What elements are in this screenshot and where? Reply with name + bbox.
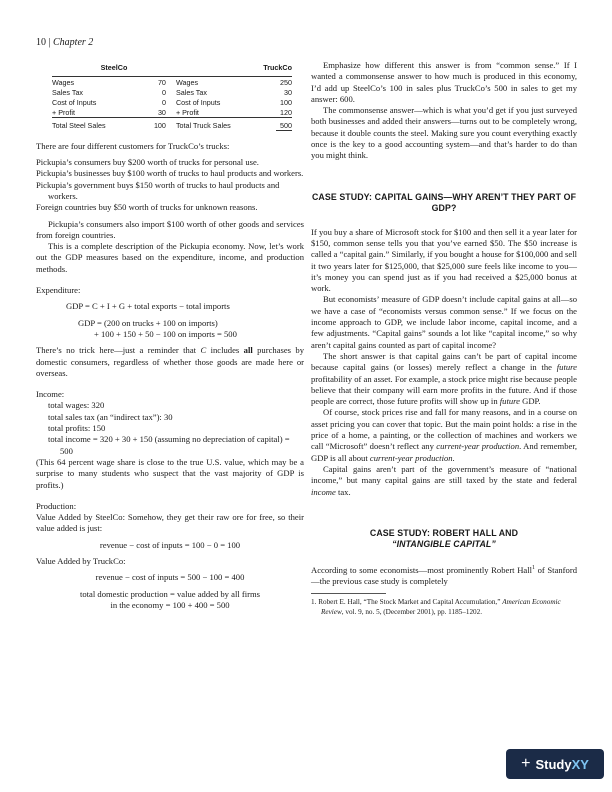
list-item: total profits: 150: [48, 423, 106, 434]
income-list: [36, 400, 304, 456]
table-cell: + Profit: [176, 107, 266, 118]
table-cell: Total Truck Sales: [175, 121, 231, 131]
equation: revenue − cost of inputs = 500 − 100 = 400: [95, 572, 245, 583]
footnote: 1. Robert E. Hall, “The Stock Market and Capital Accumulation,” American Economic Review, vol. 9, no. 5, (December 2001), pp. 1185–1202.: [311, 598, 561, 616]
equation: GDP = C + I + G + total exports − total imports: [66, 301, 230, 312]
table-cell: Total Steel Sales: [52, 121, 106, 131]
paragraph: There are four different customers for TruckCo’s trucks:: [36, 140, 230, 151]
header-separator: |: [46, 37, 54, 48]
table-total-row: [52, 118, 292, 131]
list-item: Pickupia’s businesses buy $100 worth of trucks to haul products and workers.: [36, 168, 304, 179]
footnote-rule: [311, 593, 386, 594]
list-item: total income = 320 + 30 + 150 (assuming no depreciation of capital) = 500: [48, 434, 290, 456]
paragraph: There’s no trick here—just a reminder that C includes all purchases by domestic consumers, regardless of whether those goods are made here or overseas.: [36, 345, 305, 378]
page-header: [36, 37, 93, 48]
table-cell: Cost of Inputs: [175, 97, 221, 107]
equation: in the economy = 100 + 400 = 500: [110, 599, 230, 610]
list-item: total wages: 320: [48, 400, 105, 411]
logo-text: StudyXY: [535, 756, 589, 772]
list-item: Pickupia’s government buys $150 worth of trucks to haul products and workers.: [36, 179, 280, 201]
paragraph: (This 64 percent wage share is close to the true U.S. value, which may be a surprise to many students who suspect that the vast majority of GDP is profits.): [36, 456, 304, 490]
list-item: Foreign countries buy $50 worth of trucks for unknown reasons.: [36, 202, 258, 213]
table-cell: 500: [276, 121, 292, 131]
paragraph: Value Added by SteelCo: Somehow, they get their raw ore for free, so their value added is just:: [36, 512, 304, 534]
table-cell: Wages: [175, 77, 199, 87]
table-cell: 30: [140, 107, 176, 118]
section-heading: CASE STUDY: ROBERT HALL AND “INTANGIBLE CAPITAL”: [369, 527, 519, 550]
table-cell: Wages: [52, 77, 75, 87]
section-label: Production:: [36, 500, 77, 511]
paragraph: But economists’ measure of GDP doesn’t include capital gains at all—so we have a case of “economists versus common sense.” If we focus on the income approach to GDP, we include labor income, capital income, and a few adjustments. “Capital gains” sounds a lot like “capital income,” so why aren’t capital gains counted as part of capital income?: [311, 294, 577, 350]
equation: + 100 + 150 + 50 − 100 on imports = 500: [94, 328, 237, 339]
table-cell: 70: [157, 77, 166, 87]
table-cell: 100: [153, 121, 166, 131]
equation: GDP = (200 on trucks + 100 on imports): [78, 317, 218, 328]
table-row: [52, 107, 292, 118]
paragraph: The short answer is that capital gains can’t be part of capital income because capital gains (or losses) merely reflect a change in the future profitability of an asset. For example, a stock price might rise because people believe that their company will earn more profits in the future. And if those people are correct, those future profits will show up in future GDP.: [311, 350, 577, 407]
equation: total domestic production = value added by all firms: [79, 588, 261, 599]
paragraph: Of course, stock prices rise and fall for many reasons, and in a course on asset pricing you can cover that topic. But the main point holds: a rise in the price of a home, a painting, or the collection of machines and workers we call “Microsoft” doesn’t reflect any current-year production. And remember, GDP is all about current-year production.: [311, 407, 577, 463]
paragraph: Pickupia’s consumers also import $100 worth of other goods and services from foreign countries.: [36, 218, 304, 240]
table-cell: 0: [161, 87, 166, 97]
paragraph: This is a complete description of the Pickupia economy. Now, let’s work out the GDP measures based on the expenditure, income, and production methods.: [36, 241, 304, 274]
table-cell: 0: [161, 97, 166, 107]
table-cell: + Profit: [52, 107, 140, 118]
table-cell: Sales Tax: [52, 87, 84, 97]
table-row: [52, 87, 292, 97]
right-column: [311, 60, 577, 617]
table-cell: 120: [266, 107, 292, 118]
left-column: [36, 60, 304, 611]
section-heading: CASE STUDY: CAPITAL GAINS—WHY AREN’T THEY PART OF GDP?: [311, 191, 577, 214]
table-cell: Sales Tax: [175, 87, 207, 97]
plus-icon: +: [521, 755, 531, 772]
list-item: Pickupia’s consumers buy $200 worth of trucks for personal use.: [36, 157, 259, 168]
paragraph: Capital gains aren’t part of the government’s measure of “national income,” but many capital gains are still taxed by the state and federal income tax.: [311, 463, 577, 497]
list-item: total sales tax (an “indirect tax”): 30: [48, 411, 173, 422]
equation: revenue − cost of inputs = 100 − 0 = 100: [99, 539, 241, 550]
table-row: [52, 97, 292, 107]
table-cell: 250: [280, 77, 292, 87]
paragraph: Value Added by TruckCo:: [36, 556, 126, 566]
steel-truck-table: [52, 60, 292, 131]
page-number: 10: [36, 37, 46, 48]
table-cell: 100: [280, 97, 292, 107]
section-label: Income:: [36, 389, 65, 400]
table-cell: Cost of Inputs: [52, 97, 97, 107]
table-cell: 30: [284, 87, 292, 97]
table-header-steelco: SteelCo: [52, 60, 176, 77]
paragraph: According to some economists—most prominently Robert Hall$^1$ of Stanford—the previous case study is completely: [311, 564, 577, 586]
paragraph: The commonsense answer—which is what you’d get if you just surveyed both businesses and added their answers—turns out to be completely wrong, because it double counts the steel. Making sure you count everything exactly once is the key to a good accounting system—and that’s harder to do than you might think.: [311, 105, 577, 161]
paragraph: Emphasize how different this answer is from “common sense.” If I wanted a commonsense answer to how much is produced in this economy, I’d add up SteelCo’s 100 in sales plus TruckCo’s 500 in sales to get my answer: 600.: [311, 60, 577, 104]
studyxy-logo: [506, 749, 604, 779]
paragraph: If you buy a share of Microsoft stock for $100 and then sell it a year later for $150, common sense tells you that you’ve earned $50. The $50 increase is called a “capital gain.” Similarly, if you bought a house for $100,000 and sell it two years later for $125,000, that $25,000 sure feels like income to you—it’s money you can spend just as if you had received a $25,000 bonus at work.: [311, 226, 577, 294]
table-row: [52, 77, 292, 88]
chapter-label: Chapter 2: [53, 37, 94, 48]
section-label: Expenditure:: [36, 285, 81, 296]
table-header-truckco: TruckCo: [176, 60, 292, 77]
